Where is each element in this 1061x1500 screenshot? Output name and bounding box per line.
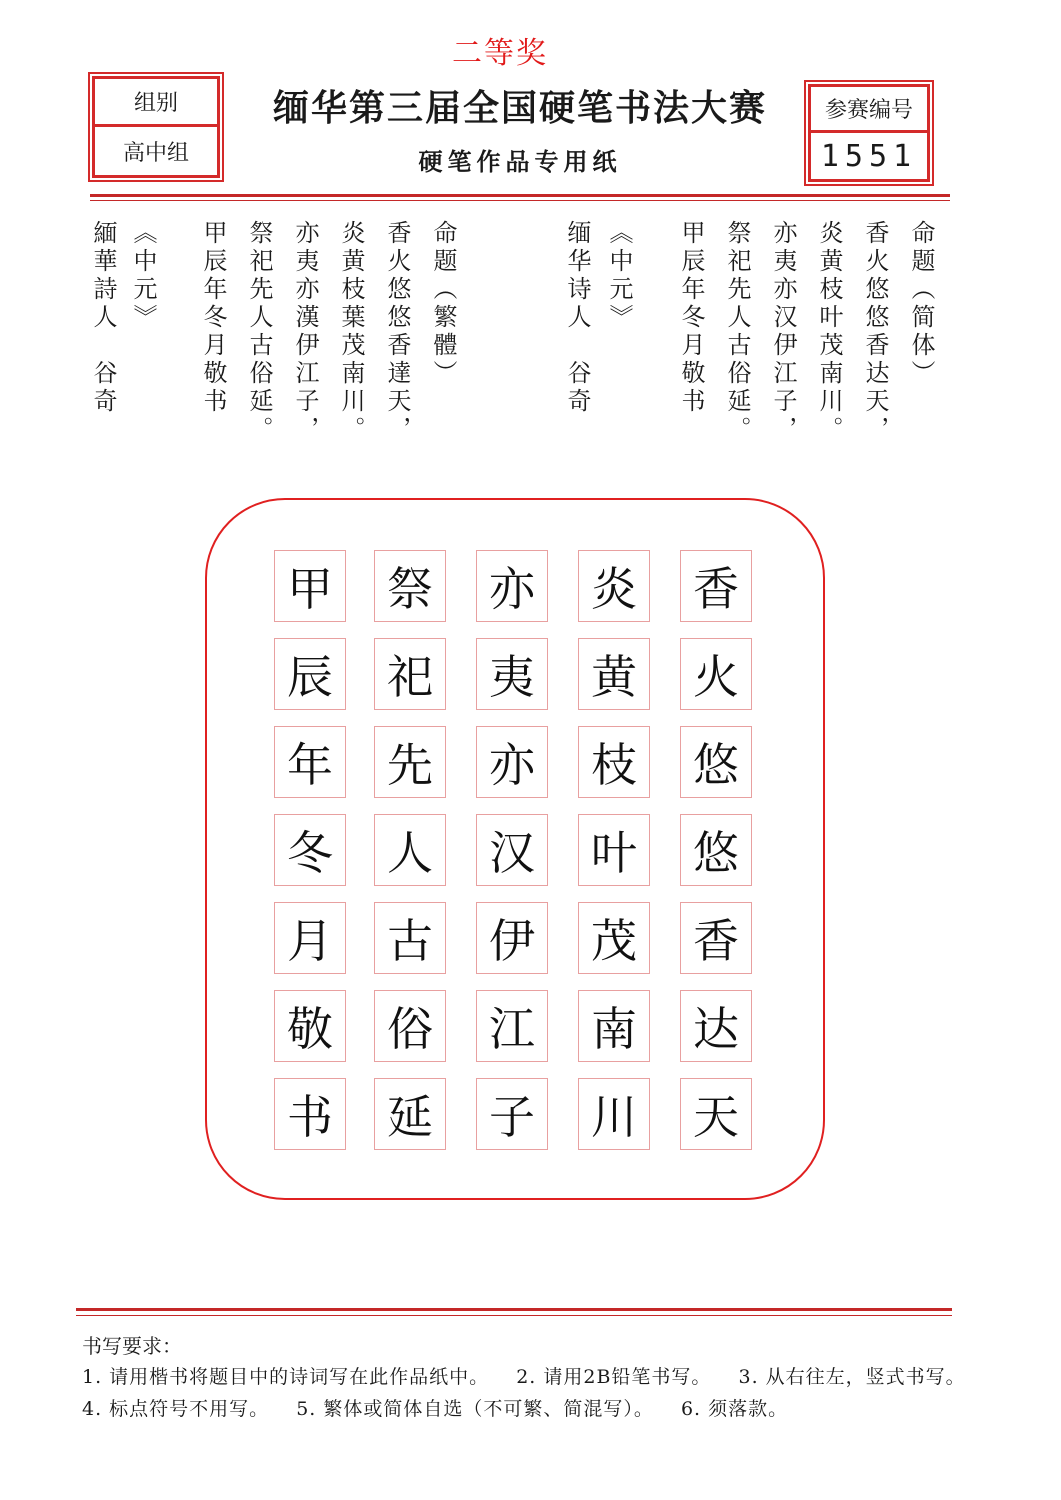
artwork-character: 敬 [274, 990, 346, 1062]
requirements-title: 书写要求： [82, 1334, 182, 1358]
group-label: 组别 [95, 79, 217, 127]
artwork-character: 古 [374, 902, 446, 974]
artwork-character: 书 [274, 1078, 346, 1150]
traditional-line: 亦夷亦漢伊江子， [291, 220, 319, 444]
simplified-line: 甲辰年冬月敬书 [677, 220, 705, 416]
artwork-column-3 [476, 550, 550, 1166]
simplified-line: 香火悠悠香达天， [861, 220, 889, 444]
artwork-character: 甲 [274, 550, 346, 622]
contest-title: 缅华第三届全国硬笔书法大赛 [272, 87, 767, 129]
requirement-item: 3. 从右往左，竖式书写。 [738, 1366, 966, 1388]
artwork-character: 达 [680, 990, 752, 1062]
traditional-author: 緬華詩人 谷奇 [89, 220, 117, 416]
simplified-poem-title: 《中元》 [605, 220, 633, 332]
requirements-line-1 [82, 1362, 986, 1389]
artwork-character: 天 [680, 1078, 752, 1150]
traditional-line: 香火悠悠香達天， [383, 220, 411, 444]
header-rule-bottom [90, 200, 950, 201]
traditional-heading: 命题（繁體） [429, 220, 457, 388]
number-label: 参赛编号 [811, 87, 927, 133]
artwork-character: 火 [680, 638, 752, 710]
artwork-character: 祭 [374, 550, 446, 622]
artwork-character: 悠 [680, 726, 752, 798]
traditional-line: 炎黄枝葉茂南川。 [337, 220, 365, 444]
footer-rule-bottom [76, 1315, 952, 1316]
simplified-heading: 命题（简体） [907, 220, 935, 388]
group-value: 高中组 [122, 140, 189, 166]
header-rule-top [90, 194, 950, 197]
artwork-character: 叶 [578, 814, 650, 886]
traditional-poem-title: 《中元》 [129, 220, 157, 332]
artwork-character: 炎 [578, 550, 650, 622]
number-box [808, 84, 930, 182]
simplified-line: 亦夷亦汉伊江子， [769, 220, 797, 444]
artwork-character: 辰 [274, 638, 346, 710]
artwork-character: 黄 [578, 638, 650, 710]
artwork-character: 香 [680, 550, 752, 622]
simplified-line: 炎黄枝叶茂南川。 [815, 220, 843, 444]
number-value: 1551 [820, 138, 918, 174]
group-box [92, 76, 220, 178]
award-stamp: 二等奖 [452, 36, 548, 71]
simplified-line: 祭祀先人古俗延。 [723, 220, 751, 444]
artwork-character: 祀 [374, 638, 446, 710]
artwork-character: 川 [578, 1078, 650, 1150]
artwork-character: 汉 [476, 814, 548, 886]
artwork-column-4 [374, 550, 448, 1166]
artwork-character: 悠 [680, 814, 752, 886]
artwork-character: 江 [476, 990, 548, 1062]
requirements-line-2 [82, 1394, 808, 1421]
artwork-character: 延 [374, 1078, 446, 1150]
artwork-character: 亦 [476, 550, 548, 622]
artwork-character: 茂 [578, 902, 650, 974]
artwork-column-1 [680, 550, 754, 1166]
requirement-item: 6. 须落款。 [680, 1398, 789, 1420]
footer-rule-top [76, 1308, 952, 1311]
artwork-character: 子 [476, 1078, 548, 1150]
paper-title: 硬笔作品专用纸 [418, 147, 622, 176]
artwork-character: 南 [578, 990, 650, 1062]
artwork-character: 人 [374, 814, 446, 886]
artwork-character: 伊 [476, 902, 548, 974]
requirement-item: 2. 请用2B铅笔书写。 [516, 1366, 712, 1388]
requirement-item: 1. 请用楷书将题目中的诗词写在此作品纸中。 [82, 1366, 490, 1388]
traditional-line: 祭祀先人古俗延。 [245, 220, 273, 444]
requirement-item: 4. 标点符号不用写。 [82, 1398, 270, 1420]
traditional-line: 甲辰年冬月敬书 [199, 220, 227, 416]
artwork-character: 年 [274, 726, 346, 798]
requirement-item: 5. 繁体或简体自选（不可繁、简混写）。 [296, 1398, 654, 1420]
artwork-column-5 [274, 550, 348, 1166]
artwork-character: 夷 [476, 638, 548, 710]
artwork-character: 先 [374, 726, 446, 798]
artwork-character: 香 [680, 902, 752, 974]
simplified-author: 缅华诗人 谷奇 [563, 220, 591, 416]
artwork-character: 亦 [476, 726, 548, 798]
artwork-column-2 [578, 550, 652, 1166]
artwork-character: 枝 [578, 726, 650, 798]
artwork-character: 俗 [374, 990, 446, 1062]
artwork-character: 冬 [274, 814, 346, 886]
artwork-character: 月 [274, 902, 346, 974]
